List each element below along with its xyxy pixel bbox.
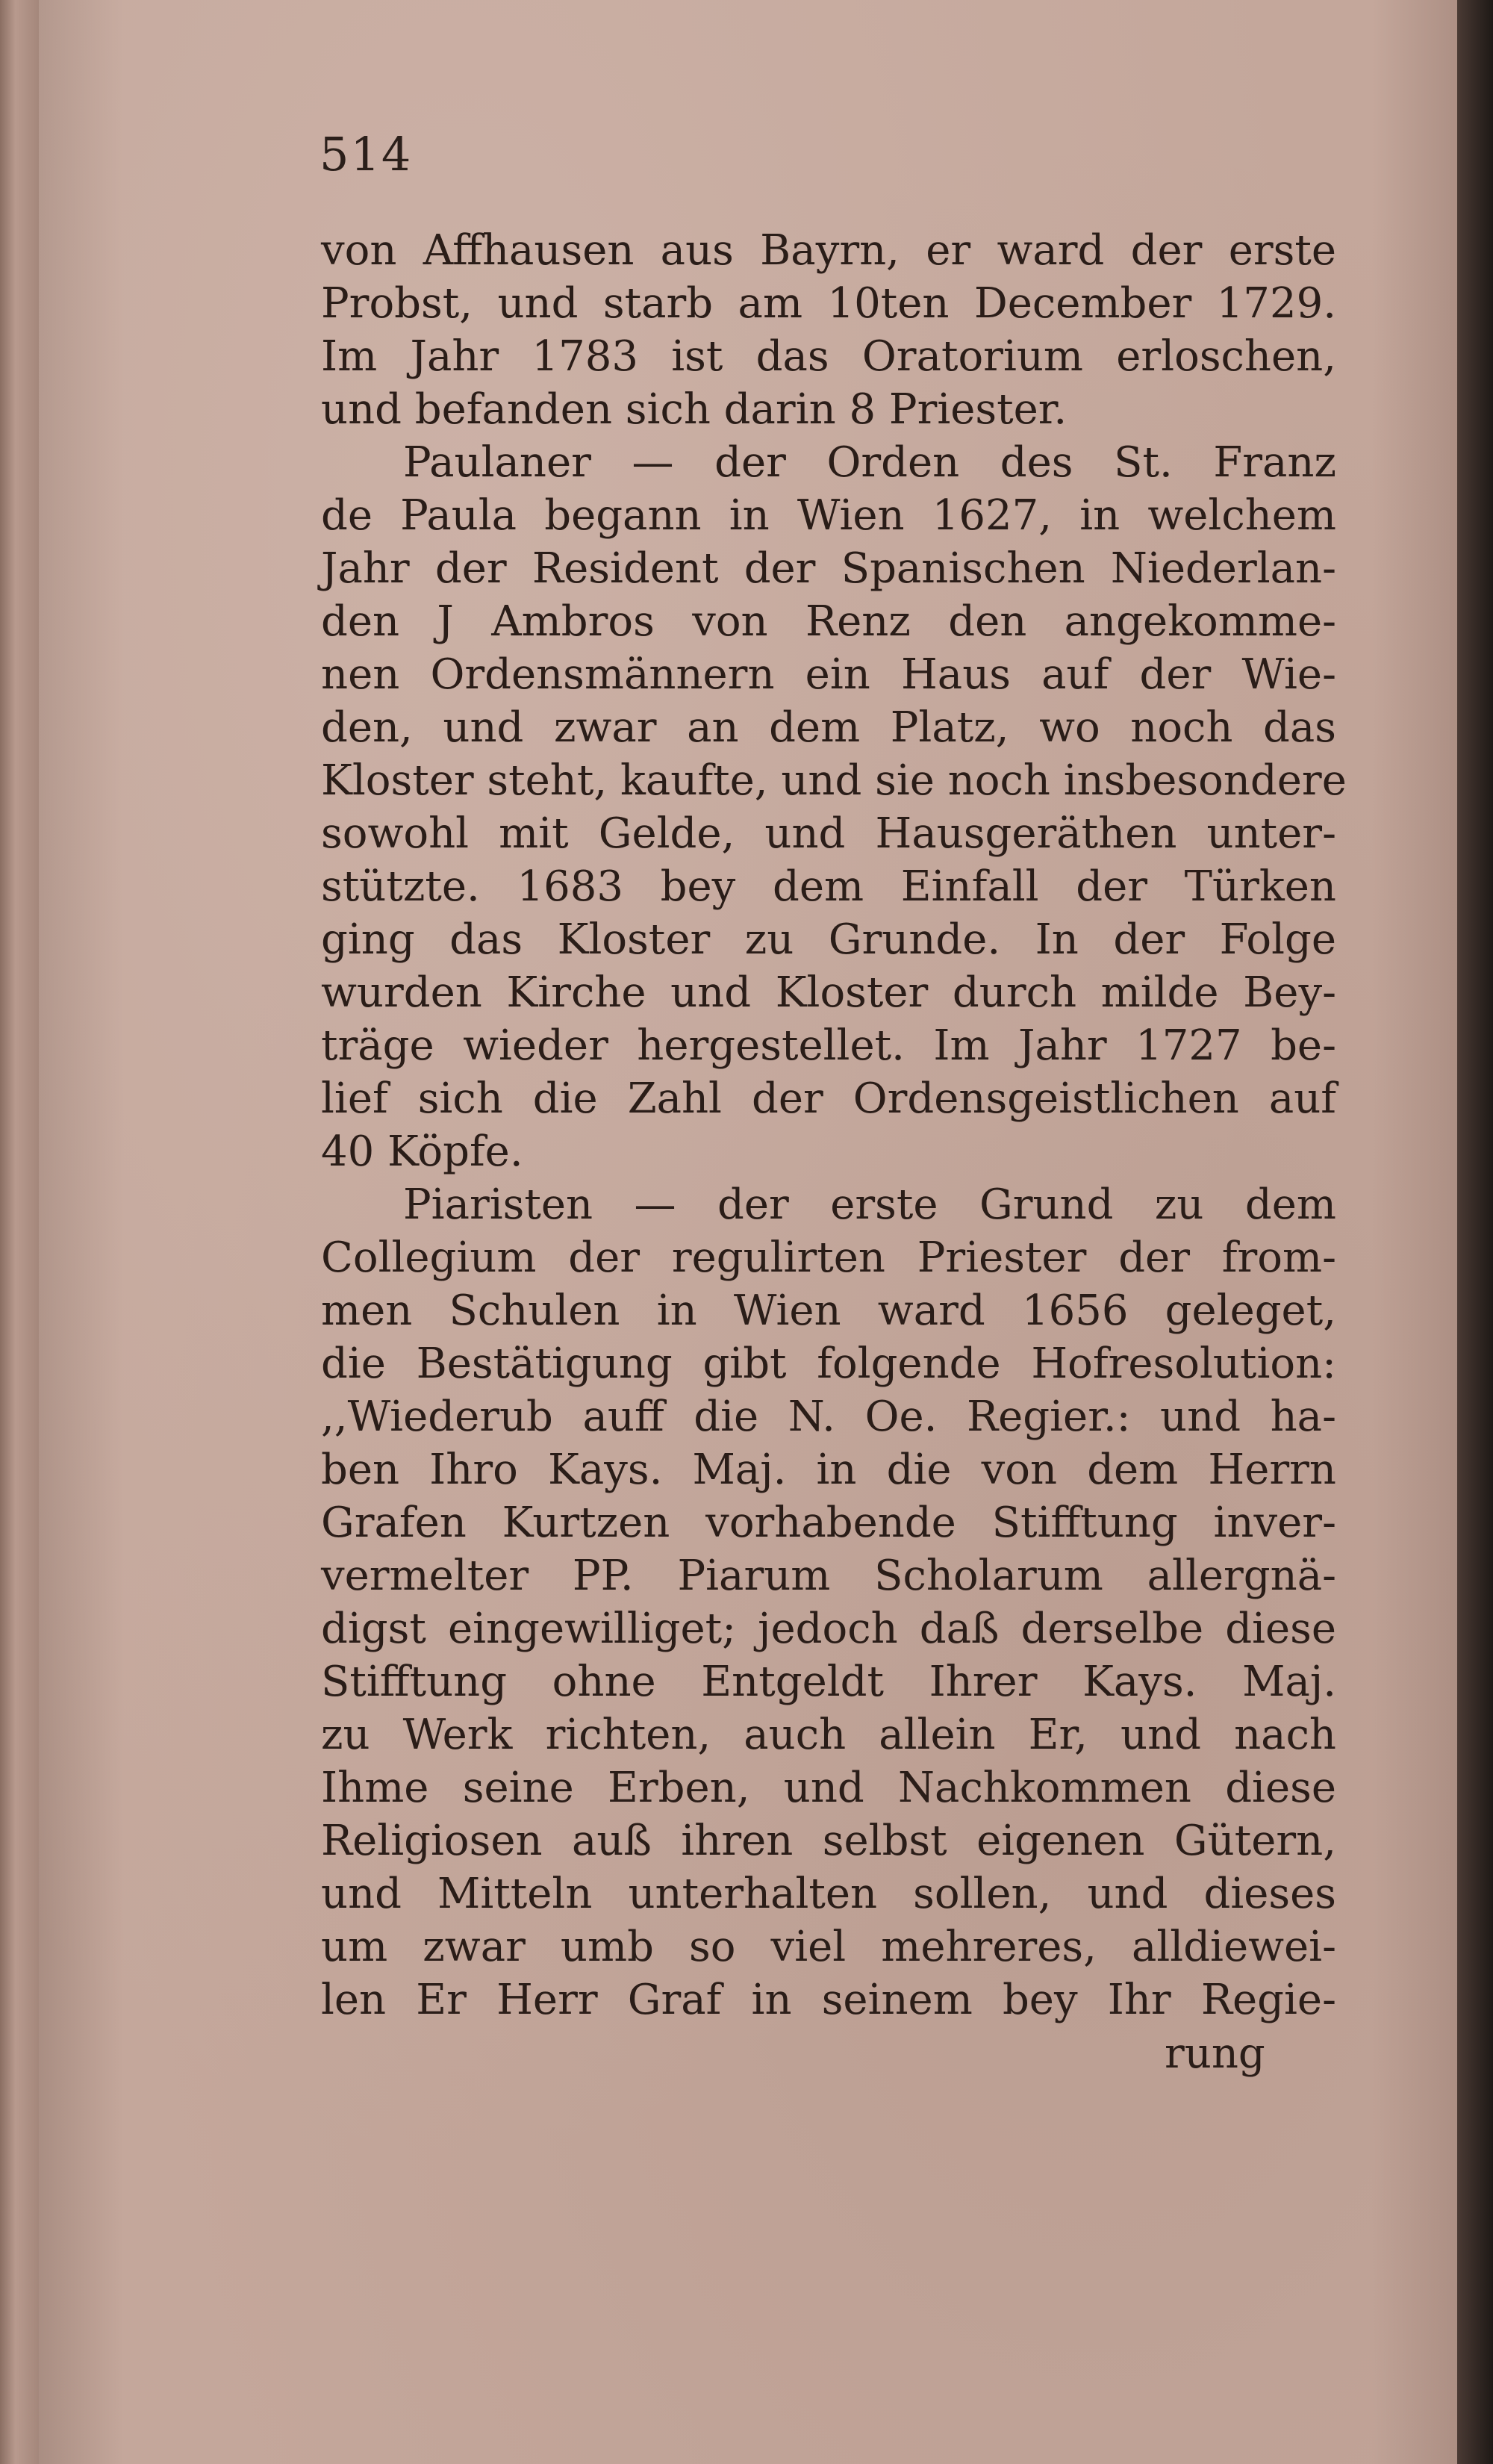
page-number: 514 (320, 127, 413, 181)
text-line: träge wieder hergestellet. Im Jahr 1727 be- (321, 1021, 1336, 1070)
text-line: lief sich die Zahl der Ordensgeistlichen auf (321, 1074, 1336, 1123)
page-text (321, 224, 1347, 2026)
book-edge (1457, 0, 1493, 2464)
text-line: Stifftung ohne Entgeldt Ihrer Kays. Maj. (321, 1658, 1336, 1706)
text-line: ben Ihro Kays. Maj. in die von dem Herrn (321, 1446, 1336, 1494)
text-line: Ihme seine Erben, und Nachkommen diese (321, 1764, 1336, 1812)
text-line: ging das Kloster zu Grunde. In der Folge (321, 915, 1336, 964)
text-line: men Schulen in Wien ward 1656 geleget, (321, 1287, 1336, 1335)
text-line: und befanden sich darin 8 Priester. (321, 385, 1067, 434)
text-line: von Affhausen aus Bayrn, er ward der erste (321, 226, 1336, 275)
text-line: um zwar umb so viel mehreres, alldiewei- (321, 1923, 1336, 1971)
text-line: ,,Wiederub auff die N. Oe. Regier.: und ha- (321, 1393, 1336, 1441)
text-line: 40 Köpfe. (321, 1127, 523, 1176)
text-line: Kloster steht, kaufte, und sie noch insbesondere (321, 756, 1347, 805)
text-line: nen Ordensmännern ein Haus auf der Wie- (321, 650, 1336, 699)
text-line: den J Ambros von Renz den angekomme- (321, 597, 1336, 646)
text-line: den, und zwar an dem Platz, wo noch das (321, 703, 1336, 752)
text-line: Grafen Kurtzen vorhabende Stifftung inver- (321, 1499, 1336, 1547)
text-line: stützte. 1683 bey dem Einfall der Türken (321, 862, 1336, 911)
text-line: zu Werk richten, auch allein Er, und nach (321, 1711, 1336, 1759)
text-line: vermelter PP. Piarum Scholarum allergnä- (321, 1552, 1336, 1600)
text-line: digst eingewilliget; jedoch daß derselbe diese (321, 1605, 1336, 1653)
text-line: Piaristen — der erste Grund zu dem (403, 1180, 1336, 1229)
text-line: die Bestätigung gibt folgende Hofresolution: (321, 1340, 1336, 1388)
text-line: Religiosen auß ihren selbst eigenen Gütern, (321, 1817, 1336, 1865)
text-line: Paulaner — der Orden des St. Franz (403, 438, 1336, 487)
text-line: Probst, und starb am 10ten December 1729. (321, 279, 1336, 328)
text-line: Collegium der regulirten Priester der from- (321, 1233, 1336, 1282)
text-line: und Mitteln unterhalten sollen, und dieses (321, 1870, 1336, 1918)
text-line: wurden Kirche und Kloster durch milde Bey- (321, 968, 1336, 1017)
catchword: rung (1165, 2029, 1265, 2078)
text-line: de Paula begann in Wien 1627, in welchem (321, 491, 1336, 540)
book-gutter (0, 0, 39, 2464)
text-line: Im Jahr 1783 ist das Oratorium erloschen, (321, 332, 1336, 381)
text-line: sowohl mit Gelde, und Hausgeräthen unter- (321, 809, 1336, 858)
text-line: Jahr der Resident der Spanischen Niederlan- (321, 544, 1336, 593)
text-line: len Er Herr Graf in seinem bey Ihr Regie- (321, 1976, 1336, 2024)
